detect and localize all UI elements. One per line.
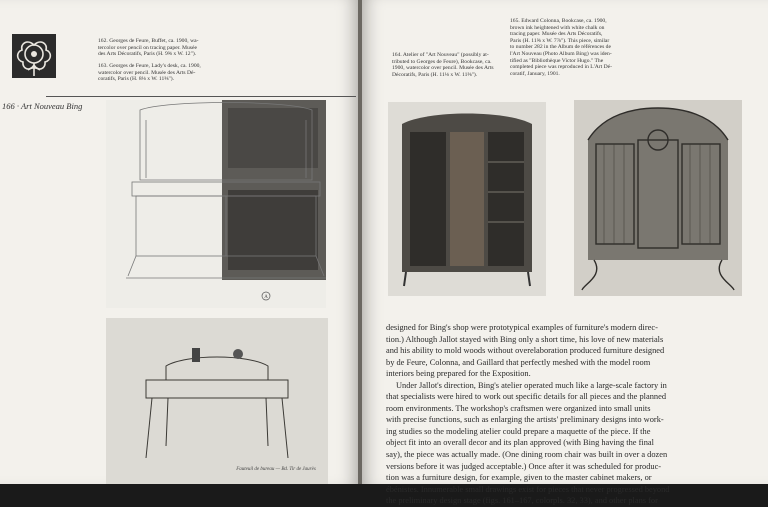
plate-162-buffet-image xyxy=(106,100,326,308)
caption-line: brown ink heightened with white chalk on xyxy=(510,24,605,31)
body-text xyxy=(386,322,762,507)
body-line: tion was a furniture design, for example, given to the master cabinet makers, or xyxy=(386,473,652,483)
body-line: Under Jallot's direction, Bing's atelier operated much like a large-scale factory in xyxy=(396,380,667,390)
body-line: with precise functions, such as enlarging the artists' preliminary designs into work- xyxy=(386,415,664,425)
caption-line: to number 282 in the Album de références de xyxy=(510,44,611,51)
body-line: tion.) Although Jallot stayed with Bing only a short time, his love of new materials xyxy=(386,334,664,344)
caption-line: 164. Atelier of "Art Nouveau" (possibly at- xyxy=(392,52,489,58)
plate-165-bookcase-image xyxy=(574,100,742,296)
caption-line: coratifs, Paris (H. 8⅛ x W. 11⅝"). xyxy=(98,76,175,83)
caption-line: 163. Georges de Feure, Lady's desk, ca. 1900, xyxy=(98,63,201,69)
body-line: ébénistes. Innumerable small drawings exist for pieces that never progressed beyond xyxy=(386,484,670,494)
caption-line: tercolor over pencil on tracing paper. Musée xyxy=(98,44,197,51)
caption-line: 162. Georges de Feure, Buffet, ca. 1900, wa- xyxy=(98,38,199,44)
body-line: object fit into an overall decor and its plan approved (with Bing having the final xyxy=(386,438,654,448)
body-line: by de Feure, Colonna, and Gaillard that perfectly meshed with the model room xyxy=(386,357,651,367)
header-rule xyxy=(46,96,356,97)
left-page xyxy=(0,0,358,484)
body-line: the preliminary design stage (figs. 161–167, colorpls. 32, 33), and other plans for xyxy=(386,496,658,506)
caption-line: l'Art Nouveau (Photo Album Bing) was iden- xyxy=(510,50,612,57)
caption-line: des Arts Décoratifs, Paris (H. 9⅝ x W. 12"). xyxy=(98,51,197,58)
body-line: and his ability to mold woods without overelaboration produced furniture designed xyxy=(386,346,665,356)
body-line: interiors being prepared for the Exposition. xyxy=(386,369,531,379)
caption-line: tracing paper. Musée des Arts Décoratifs, xyxy=(510,31,603,38)
caption-163 xyxy=(98,63,248,83)
caption-line: completed piece was reproduced in L'Art Dé- xyxy=(510,64,612,71)
body-line: room environments. The workshop's craftsmen were organized into small units xyxy=(386,403,651,413)
caption-line: 165. Edward Colonna, Bookcase, ca. 1900, xyxy=(510,18,607,24)
floral-ornament-icon xyxy=(12,34,56,78)
plate-163-inscription: Fauteuil de bureau — Bd. Tir de Jaurès xyxy=(236,467,316,472)
caption-line: coratif, January, 1901. xyxy=(510,70,560,77)
caption-165 xyxy=(510,18,642,77)
right-page xyxy=(362,0,768,506)
caption-line: tributed to Georges de Feure), Bookcase, ca. xyxy=(392,58,492,65)
body-line: ing studies so the modeling atelier could prepare a maquette of the piece. If the xyxy=(386,426,651,436)
running-head: 166 · Art Nouveau Bing xyxy=(2,101,83,111)
caption-line: tified as "Bibliothèque Victor Hugo." The xyxy=(510,57,604,64)
caption-line: Paris (H. 11⅝ x W. 7⅞"). This piece, similar xyxy=(510,37,610,44)
caption-162 xyxy=(98,38,248,58)
caption-line: Décoratifs, Paris (H. 11⅛ x W. 11⅝"). xyxy=(392,71,478,78)
caption-line: 1900, watercolor over pencil. Musée des Arts xyxy=(392,65,494,72)
body-line: designed for Bing's shop were prototypical examples of furniture's modern direc- xyxy=(386,323,658,332)
plate-164-bookcase-image xyxy=(388,102,546,296)
body-line: that specialists were hired to work out specific details for all pieces and the planned xyxy=(386,392,667,402)
body-line: versions before it was judged acceptable.) Once after it was scheduled for produc- xyxy=(386,461,662,471)
plate-163-desk-image xyxy=(106,318,328,484)
caption-line: watercolor over pencil. Musée des Arts Dé- xyxy=(98,69,196,76)
body-line: say), the piece was actually made. (One dining room chair was built in over a dozen xyxy=(386,450,668,460)
plate-162-stamp: A xyxy=(264,295,268,300)
caption-164 xyxy=(392,52,522,78)
